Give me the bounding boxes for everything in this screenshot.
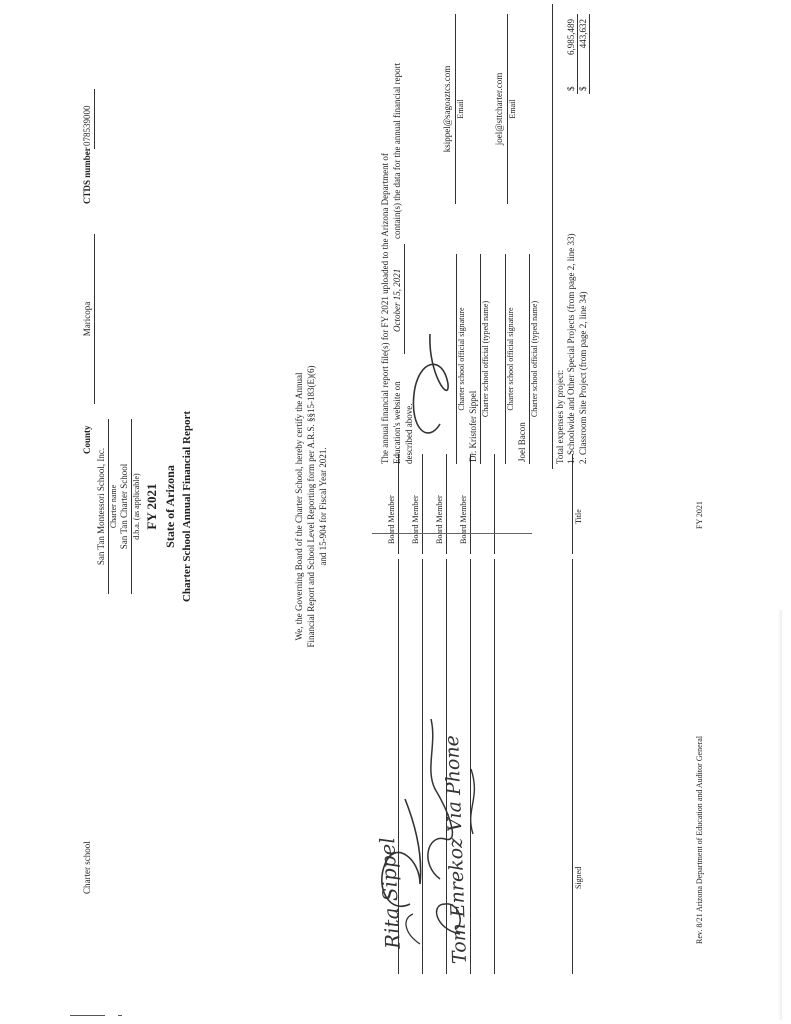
board-signature-1: Rita Sippel [375,836,405,950]
board-title-3: Board Member [435,495,444,544]
scan-edge-shadow [778,610,782,1020]
county-label: County [82,425,92,454]
board-title-1: Board Member [387,495,396,544]
official-1-name-caption: Charter school official (typed name) [481,300,490,418]
board-title-line-2 [422,454,423,554]
signed-line [572,559,573,974]
charter-name-caption: Charter name [109,484,118,529]
signed-caption: Signed [574,866,583,889]
certification-line2: Financial Report and School Level Reporting form per A.R.S. §§15-183(E)(6) [306,365,316,648]
certification-line3: and 15-904 for Fiscal Year 2021. [318,447,328,566]
official-1-signature-caption: Charter school official signature [457,307,466,411]
board-row-line-5 [494,559,495,974]
expense-item-2-label: 2. Classroom Site Project (from page 2, line 34) [578,291,588,464]
ctds-label: CTDS number [82,147,92,204]
board-title-line-4 [470,454,471,554]
official-2-email: joel@sttcharter.com [494,72,504,146]
state-title: State of Arizona [163,465,177,548]
footer-revision: Rev. 8/21 Arizona Department of Education and Auditor General [695,735,704,944]
board-row-line-4 [470,559,471,974]
upload-date: October 15, 2021 [392,268,402,332]
official-2-email-caption: Email [508,99,517,119]
board-signature-3: Tom Enrekoz Via Phone [441,734,471,965]
board-title-4: Board Member [459,495,468,544]
expense-item-2-amount: 443,632 [578,19,588,49]
ctds-line [94,89,95,149]
dba-value: San Tan Charter School [119,463,129,550]
county-value: Maricopa [82,301,92,337]
official-signature-1-image [408,314,456,454]
official-2-name: Joel Bacon [517,422,527,462]
scan-mark-left [70,1015,105,1016]
certification-line1: We, the Governing Board of the Charter School, hereby certify the Annual [294,372,304,641]
report-title: Charter School Annual Financial Report [181,410,193,603]
expense-item-2-line [589,14,590,94]
fy-title: FY 2021 [144,483,159,530]
dba-caption: d.b.a. (as applicable) [132,473,141,540]
board-title-2: Board Member [411,495,420,544]
county-line [94,234,95,404]
footer-fy: FY 2021 [695,501,704,529]
board-title-line-1 [398,454,399,554]
expenses-top-line [552,4,553,469]
official-1-email: ksippel@sagoaztcs.com [442,65,452,153]
official-2-name-caption: Charter school official (typed name) [530,300,539,418]
official-1-email-caption: Email [456,99,465,119]
upload-date-line [404,244,405,354]
upload-line2-end: contain(s) the data for the annual financial report [392,62,402,239]
expenses-heading: Total expenses by project: [555,369,565,464]
scan-mark-dot [118,1015,122,1016]
official-2-signature-caption: Charter school official signature [506,307,515,411]
title-line [572,454,573,554]
upload-line2-start: Education's website on [392,381,402,464]
upload-line1: The annual financial report file(s) for FY 2021 uploaded to the Arizona Department of [380,153,390,464]
expense-item-1-label: 1. Schoolwide and Other Special Projects (from page 2, line 33) [566,233,576,464]
charter-name-value: San Tan Montessori School, Inc. [96,447,106,566]
expense-item-1-currency: $ [566,86,576,91]
board-title-line-3 [446,454,447,554]
title-caption: Title [574,509,583,524]
charter-school-label: Charter school [82,841,92,894]
vertical-divider [372,531,532,534]
board-title-line-5 [494,454,495,554]
official-1-name: Dr. Kristofer Sippel [468,390,478,462]
expense-item-2-currency: $ [578,86,588,91]
expense-item-1-amount: 6,985,489 [566,19,576,55]
board-row-line-2 [422,559,423,974]
upload-line3: described above. [404,403,414,464]
ctds-value: 078539000 [82,105,92,146]
